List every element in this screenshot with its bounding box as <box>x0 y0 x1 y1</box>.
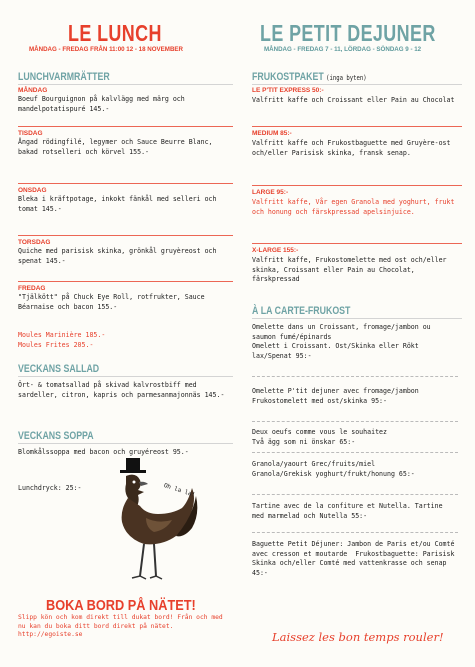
divider <box>252 126 462 127</box>
friday-extra-1: Moules Marinière 185.- <box>18 331 106 339</box>
divider <box>252 494 458 495</box>
divider <box>18 126 233 127</box>
boka-title: BOKA BORD PÅ NÄTET! <box>46 598 196 614</box>
dish-wednesday: Bleka i kräftpotage, inkokt fänkål med selleri och tomat 145.- <box>18 195 221 213</box>
dish-monday: Boeuf Bourguignon på kalvlägg med märg och mandelpotatispuré 145.- <box>18 95 189 113</box>
tag-x-large: X-LARGE 155:- <box>252 247 299 254</box>
frukost-large: Valfritt kaffe, Vår egen Granola med yoghurt, frukt och honung och färskpressad apelsinjuice. <box>252 198 459 216</box>
varmratter-heading: LUNCHVARMRÄTTER <box>18 71 110 83</box>
frukostpaket-note: (inga byten) <box>326 74 367 82</box>
divider <box>252 84 462 85</box>
frukost-x-large: Valfritt kaffe, Frukostomelette med ost och/eller skinka, Croissant eller Pain au Chocolat, färskpressad <box>252 256 451 284</box>
lunchdryck: Lunchdryck: 25:- <box>18 484 82 492</box>
divider <box>18 183 233 184</box>
frukost-ptit-express: Valfritt kaffe och Croissant eller Pain au Chocolat <box>252 96 455 104</box>
sallad-text: Ört- & tomatsallad på skivad kalvrostbiff med sardeller, citron, kapris och parmesanmajonnäs 145.- <box>18 381 225 399</box>
boka-text[interactable]: Slipp kön och kom direkt till dukat bord! Från och med nu kan du boka ditt bord direkt på nätet. http://egoiste.se <box>18 614 227 639</box>
divider <box>18 235 233 236</box>
divider <box>18 376 233 377</box>
divider <box>252 421 458 422</box>
dejeuner-subtitle: MÅNDAG - FREDAG 7 - 11, LÖRDAG - SÖNDAG 9 - 12 <box>264 46 422 53</box>
carte-item-4: Granola/yaourt Grec/fruits/miel Granola/Grekisk yoghurt/frukt/honung 65:- <box>252 460 415 478</box>
day-monday: MÅNDAG <box>18 87 48 94</box>
friday-extra-2: Moules Frites 205.- <box>18 341 94 349</box>
lunch-subtitle: MÅNDAG - FREDAG FRÅN 11:00 12 - 18 NOVEMBER <box>29 46 184 53</box>
frukostpaket-heading <box>252 72 367 83</box>
day-wednesday: ONSDAG <box>18 187 47 194</box>
carte-item-5: Tartine avec de la confiture et Nutella. Tartine med marmelad och Nutella 55:- <box>252 502 447 520</box>
tag-large: LARGE 95:- <box>252 189 289 196</box>
carte-item-1: Omelette dans un Croissant, fromage/jambon ou saumon fumé/épinards Omelett i Croissant. Ost/Skinka eller Rökt lax/Spenat 95:- <box>252 323 431 360</box>
slogan: Laissez les bon temps rouler! <box>272 630 444 644</box>
divider <box>252 318 462 319</box>
soppa-text: Blomkålssoppa med bacon och gruyéreost 95.- <box>18 448 189 456</box>
lunch-title: LE LUNCH <box>68 20 162 46</box>
divider <box>18 281 233 282</box>
dish-thursday: Quiche med parisisk skinka, grönkål gruyèreost och spenat 145.- <box>18 247 221 265</box>
divider <box>252 452 458 453</box>
dish-friday: "Tjälkött" på Chuck Eye Roll, rotfrukter, Sauce Béarnaise och bacon 155.- <box>18 293 209 311</box>
dejeuner-title: LE PETIT DEJUNER <box>260 20 436 46</box>
tag-ptit-express: LE P'TIT EXPRESS 50:- <box>252 87 324 94</box>
sallad-heading: VECKANS SALLAD <box>18 363 100 375</box>
carte-item-3: Deux oeufs comme vous le souhaitez Två ägg som ni önskar 65:- <box>252 428 387 446</box>
divider <box>18 84 233 85</box>
frukostpaket-title: FRUKOSTPAKET <box>252 71 324 83</box>
soppa-heading: VECKANS SOPPA <box>18 430 94 442</box>
speech-text: Oh la la! <box>162 482 196 499</box>
dish-tuesday: Ångad rödingfilé, legymer och Sauce Beurre Blanc, bakad rotselleri och körvel 155.- <box>18 138 217 156</box>
divider <box>252 532 458 533</box>
frukost-medium: Valfritt kaffe och Frukostbaguette med Gruyère-ost och/eller Parisisk skinka, fransk senap. <box>252 139 455 157</box>
divider <box>18 443 233 444</box>
carte-item-2: Omelette P'tit dejuner avec fromage/jambon Frukostomelett med ost/skinka 95:- <box>252 387 419 405</box>
carte-heading: À LA CARTE-FRUKOST <box>252 305 351 317</box>
divider <box>252 185 462 186</box>
carte-item-6: Baguette Petit Déjuner: Jambon de Paris et/ou Comté avec cresson et moutarde Frukostbaguette: Parisisk Skinka och/eller Comté med vattenkrasse och senap 45:- <box>252 540 459 577</box>
divider <box>252 376 458 377</box>
day-tuesday: TISDAG <box>18 130 43 137</box>
day-friday: FREDAG <box>18 285 46 292</box>
rooster-with-top-hat-illustration <box>96 458 206 588</box>
divider <box>252 243 462 244</box>
day-thursday: TORSDAG <box>18 239 51 246</box>
tag-medium: MEDIUM 85:- <box>252 130 292 137</box>
